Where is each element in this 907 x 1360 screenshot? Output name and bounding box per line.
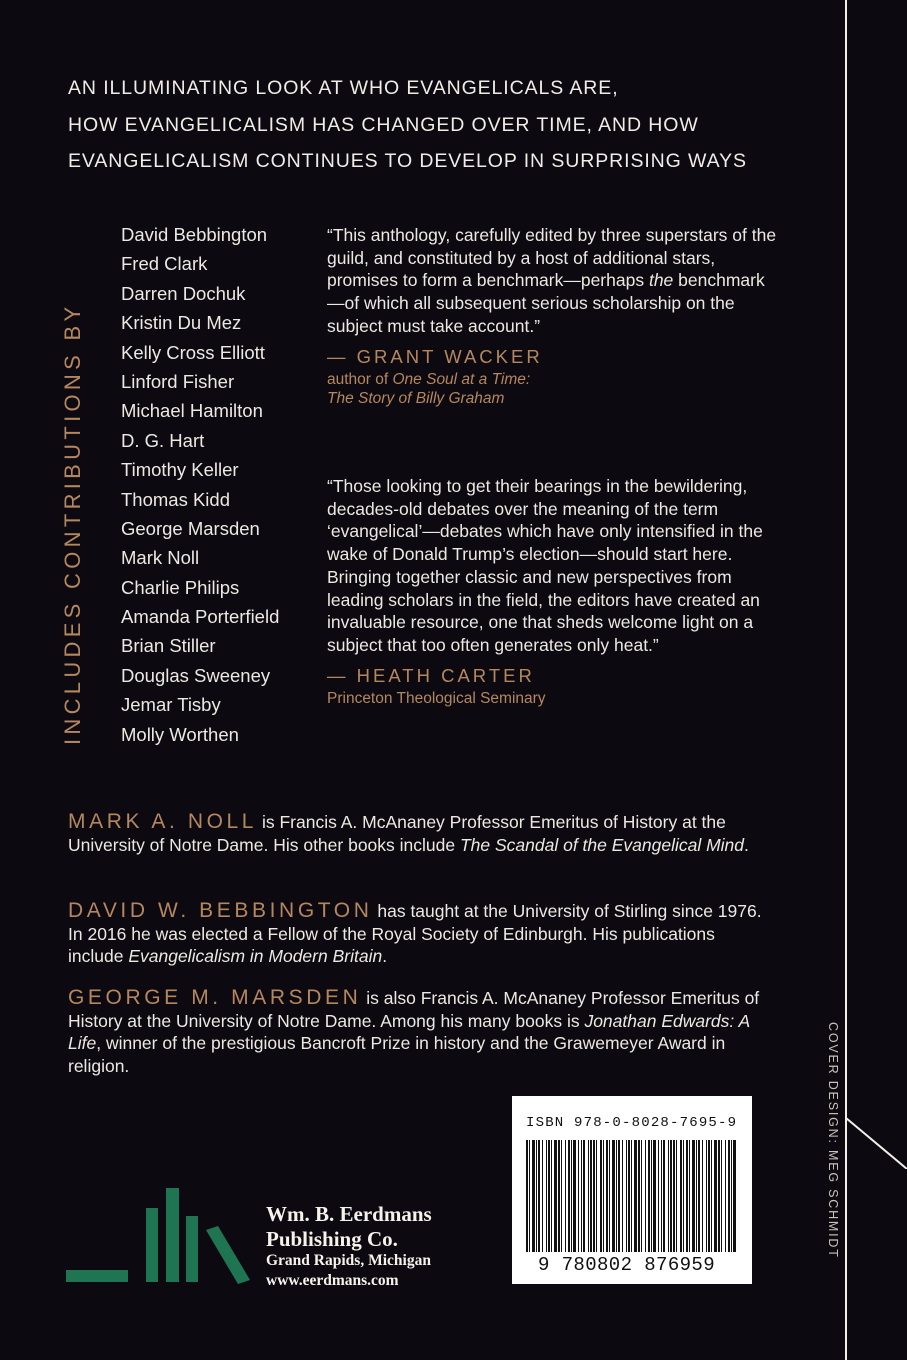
contributor-name: Kelly Cross Elliott bbox=[121, 341, 265, 363]
contributor-name: Brian Stiller bbox=[121, 635, 216, 657]
barcode-bar bbox=[600, 1140, 602, 1252]
ean-number: 9 780802 876959 bbox=[538, 1254, 716, 1276]
barcode-bar bbox=[680, 1140, 682, 1252]
quote-author-credit: author of One Soul at a Time: The Story of Billy Graham bbox=[327, 370, 531, 408]
contributor-name: Kristin Du Mez bbox=[121, 312, 242, 334]
endorsement-carter bbox=[327, 475, 777, 708]
contributor-name: Thomas Kidd bbox=[121, 488, 230, 510]
barcode-bar bbox=[622, 1140, 623, 1252]
quote-author-affiliation: Princeton Theological Seminary bbox=[327, 689, 546, 707]
barcode-bar bbox=[616, 1140, 617, 1252]
barcode-bar bbox=[663, 1140, 665, 1252]
barcode-bar bbox=[532, 1140, 535, 1252]
barcode-bar bbox=[676, 1140, 677, 1252]
barcode-bar bbox=[728, 1140, 730, 1252]
barcode-bar bbox=[698, 1140, 700, 1252]
contributor-name: Fred Clark bbox=[121, 253, 208, 275]
barcode-bar bbox=[581, 1140, 582, 1252]
quote-text: “This anthology, carefully edited by three superstars of the guild, and constituted by a host of additional stars, promises to form a benchmark—perhaps the benchmark—of which all subsequent serious scholarship on the subject must take account.” bbox=[327, 225, 777, 336]
barcode-bar bbox=[538, 1140, 540, 1252]
contributors-label: INCLUDES CONTRIBUTIONS BY bbox=[60, 302, 85, 745]
contributor-name: Timothy Keller bbox=[121, 459, 239, 481]
contributor-name: George Marsden bbox=[121, 517, 260, 539]
barcode-bar bbox=[651, 1140, 652, 1252]
heading-line: EVANGELICALISM CONTINUES TO DEVELOP IN SURPRISING WAYS bbox=[68, 150, 747, 172]
barcode-bar bbox=[618, 1140, 620, 1252]
barcode-bar bbox=[718, 1140, 720, 1252]
publisher-name: Wm. B. Eerdmans Publishing Co. bbox=[266, 1202, 432, 1251]
quote-text: “Those looking to get their bearings in the bewildering, decades-old debates over the meaning of the term ‘evangelical’—debates which have only intensified in the wake of Donald Trump’s election—should start here. Bringing together classic and new perspectives from leading scholars in the field, the editors have created an invaluable resource, one that sheds welcome light on a subject that too often generates only heat.” bbox=[327, 476, 763, 655]
contributors-list bbox=[121, 220, 279, 749]
contributor-name: Charlie Philips bbox=[121, 576, 240, 598]
bio-name: GEORGE M. MARSDEN bbox=[68, 986, 362, 1009]
contributor-name: Douglas Sweeney bbox=[121, 664, 271, 686]
barcode-bar bbox=[548, 1140, 550, 1252]
barcode-bar bbox=[565, 1140, 566, 1252]
barcode-bar bbox=[628, 1140, 630, 1252]
barcode-bar bbox=[733, 1140, 736, 1252]
barcode-bar bbox=[641, 1140, 642, 1252]
barcode-bar bbox=[686, 1140, 688, 1252]
barcode-bar bbox=[573, 1140, 576, 1252]
corner-diagonal-line bbox=[845, 1117, 907, 1169]
barcode-bar bbox=[583, 1140, 585, 1252]
barcode-bar bbox=[561, 1140, 562, 1252]
barcode-bar bbox=[606, 1140, 608, 1252]
endorsement-wacker bbox=[327, 224, 777, 409]
publisher-website: www.eerdmans.com bbox=[266, 1272, 399, 1289]
contributor-name: David Bebbington bbox=[121, 224, 268, 245]
barcode-bar bbox=[668, 1140, 669, 1252]
barcode-bar bbox=[708, 1140, 710, 1252]
contributor-name: Mark Noll bbox=[121, 547, 200, 569]
barcode-bar bbox=[648, 1140, 650, 1252]
barcode-bar bbox=[554, 1140, 557, 1252]
heading-line: HOW EVANGELICALISM HAS CHANGED OVER TIME, AND HOW bbox=[68, 113, 699, 136]
barcode-bar bbox=[653, 1140, 656, 1252]
barcode-bar bbox=[529, 1140, 530, 1252]
publisher-address bbox=[266, 1251, 431, 1291]
bio-name: MARK A. NOLL bbox=[68, 810, 258, 833]
barcode-bar bbox=[542, 1140, 543, 1252]
barcode-bar bbox=[661, 1140, 662, 1252]
barcode-bar bbox=[711, 1140, 712, 1252]
bio-noll: MARK A. NOLL is Francis A. McAnaney Professor Emeritus of History at the University of Notre Dame. His other books include The Scandal of the Evangelical Mind. bbox=[68, 810, 749, 855]
barcode-bar bbox=[692, 1140, 695, 1252]
bio-bebbington: DAVID W. BEBBINGTON has taught at the University of Stirling since 1976. In 2016 he was elected a Fellow of the Royal Society of Edinburgh. His publications include Evangelicalism in Modern Britain. bbox=[68, 899, 762, 966]
heading-line: AN ILLUMINATING LOOK AT WHO EVANGELICALS ARE, bbox=[68, 77, 619, 99]
contributor-name: Linford Fisher bbox=[121, 370, 235, 392]
contributor-name: Jemar Tisby bbox=[121, 694, 221, 716]
barcode-bar bbox=[603, 1140, 604, 1252]
isbn-label: ISBN 978-0-8028-7695-9 bbox=[526, 1115, 738, 1131]
barcode-bar bbox=[612, 1140, 615, 1252]
barcode-bars bbox=[526, 1140, 738, 1252]
barcode-bar bbox=[558, 1140, 560, 1252]
bio-name: DAVID W. BEBBINGTON bbox=[68, 899, 373, 922]
barcode-bar bbox=[645, 1140, 646, 1252]
barcode-bar bbox=[696, 1140, 697, 1252]
contributor-name: Amanda Porterfield bbox=[121, 606, 280, 628]
barcode-bar bbox=[571, 1140, 572, 1252]
barcode-bar bbox=[626, 1140, 627, 1252]
cover-heading bbox=[68, 70, 808, 180]
contributor-name: Molly Worthen bbox=[121, 723, 239, 745]
bio-marsden: GEORGE M. MARSDEN is also Francis A. McAnaney Professor Emeritus of History at the University of Notre Dame. Among his many books is Jonathan Edwards: A Life, winner of the prestigious Bancroft Prize in history and the Grawemeyer Award in religion. bbox=[68, 986, 760, 1076]
barcode-bar bbox=[658, 1140, 659, 1252]
barcode-bar bbox=[634, 1140, 637, 1252]
isbn-barcode bbox=[512, 1096, 752, 1284]
contributor-name: Michael Hamilton bbox=[121, 400, 263, 422]
barcode-bar bbox=[714, 1140, 717, 1252]
barcode-bar bbox=[731, 1140, 732, 1252]
barcode-bar bbox=[593, 1140, 595, 1252]
barcode-bar bbox=[609, 1140, 610, 1252]
barcode-bar bbox=[689, 1140, 690, 1252]
quote-author: — HEATH CARTER bbox=[327, 664, 535, 686]
contributor-name: Darren Dochuk bbox=[121, 282, 246, 304]
barcode-bar bbox=[683, 1140, 684, 1252]
barcode-bar bbox=[670, 1140, 672, 1252]
barcode-bar bbox=[673, 1140, 675, 1252]
barcode-bar bbox=[596, 1140, 597, 1252]
barcode-bar bbox=[590, 1140, 592, 1252]
publisher-city: Grand Rapids, Michigan bbox=[266, 1252, 431, 1269]
barcode-bar bbox=[725, 1140, 726, 1252]
quote-author: — GRANT WACKER bbox=[327, 345, 543, 367]
barcode-bar bbox=[526, 1140, 528, 1252]
barcode-bar bbox=[588, 1140, 589, 1252]
barcode-bar bbox=[578, 1140, 579, 1252]
eerdmans-books-logo bbox=[66, 1188, 250, 1286]
barcode-bar bbox=[568, 1140, 570, 1252]
barcode-bar bbox=[551, 1140, 552, 1252]
contributor-name: D. G. Hart bbox=[121, 429, 205, 451]
barcode-bar bbox=[702, 1140, 703, 1252]
barcode-bar bbox=[536, 1140, 537, 1252]
barcode-bar bbox=[721, 1140, 722, 1252]
barcode-bar bbox=[546, 1140, 547, 1252]
barcode-bar bbox=[631, 1140, 632, 1252]
cover-design-credit: COVER DESIGN: MEG SCHMIDT bbox=[826, 1022, 840, 1259]
barcode-bar bbox=[706, 1140, 707, 1252]
barcode-bar bbox=[638, 1140, 640, 1252]
